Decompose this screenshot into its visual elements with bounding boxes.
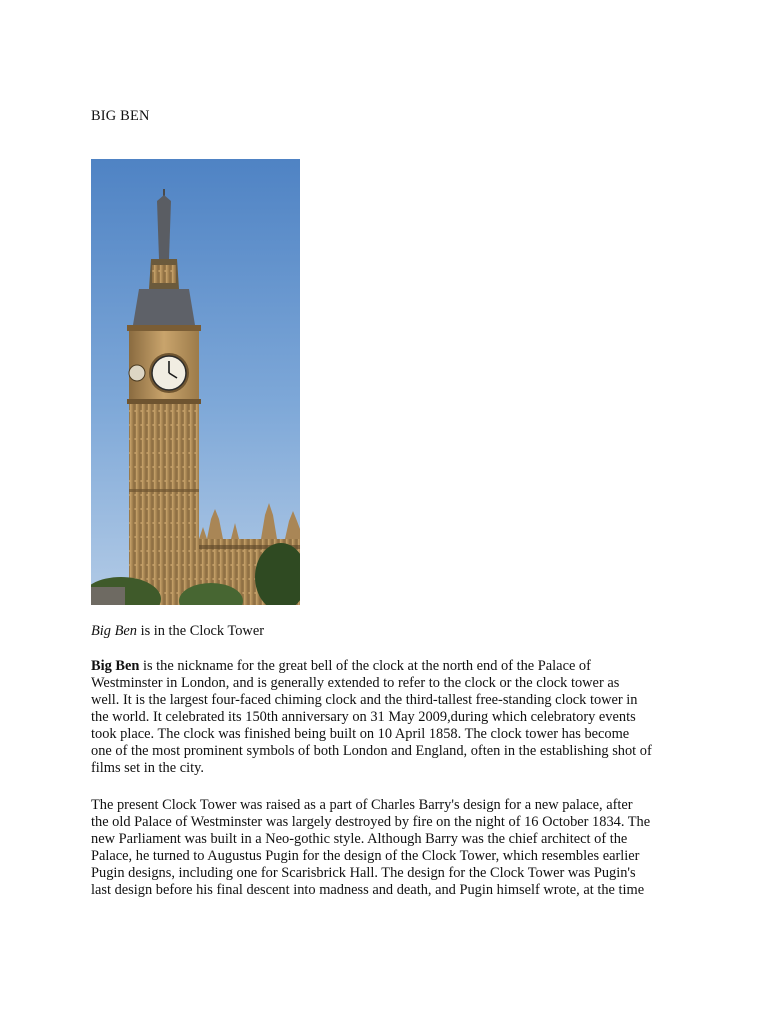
paragraph-line: films set in the city. [91,760,204,776]
paragraph-line: Palace, he turned to Augustus Pugin for the design of the Clock Tower, which resembles earlier [91,848,640,864]
paragraph-line [91,658,652,675]
paragraph-history [91,797,650,899]
paragraph-line: the world. It celebrated its 150th anniversary on 31 May 2009,during which celebratory events [91,709,636,725]
paragraph-intro [91,658,652,777]
paragraph-line: new Parliament was built in a Neo-gothic style. Although Barry was the chief architect of the [91,831,628,847]
document-title: BIG BEN [91,108,150,124]
paragraph-line: well. It is the largest four-faced chiming clock and the third-tallest free-standing clock tower in [91,692,638,708]
paragraph-line: The present Clock Tower was raised as a part of Charles Barry's design for a new palace, after [91,797,633,813]
bold-lead: Big Ben [91,658,140,674]
caption-italic: Big Ben [91,623,137,639]
paragraph-line: Pugin designs, including one for Scarisbrick Hall. The design for the Clock Tower was Pugin's [91,865,636,881]
paragraph-line: Westminster in London, and is generally extended to refer to the clock or the clock tower as [91,675,620,691]
paragraph-line: took place. The clock was finished being built on 10 April 1858. The clock tower has become [91,726,630,742]
photo-caption [91,623,264,640]
caption-text: is in the Clock Tower [136,623,264,639]
paragraph-line: last design before his final descent into madness and death, and Pugin himself wrote, at the time [91,882,645,898]
big-ben-photo [91,159,300,605]
paragraph-line: the old Palace of Westminster was largely destroyed by fire on the night of 16 October 1834. The [91,814,651,830]
paragraph-line: one of the most prominent symbols of both London and England, often in the establishing shot of [91,743,652,759]
line-text: is the nickname for the great bell of the clock at the north end of the Palace of [139,658,591,674]
